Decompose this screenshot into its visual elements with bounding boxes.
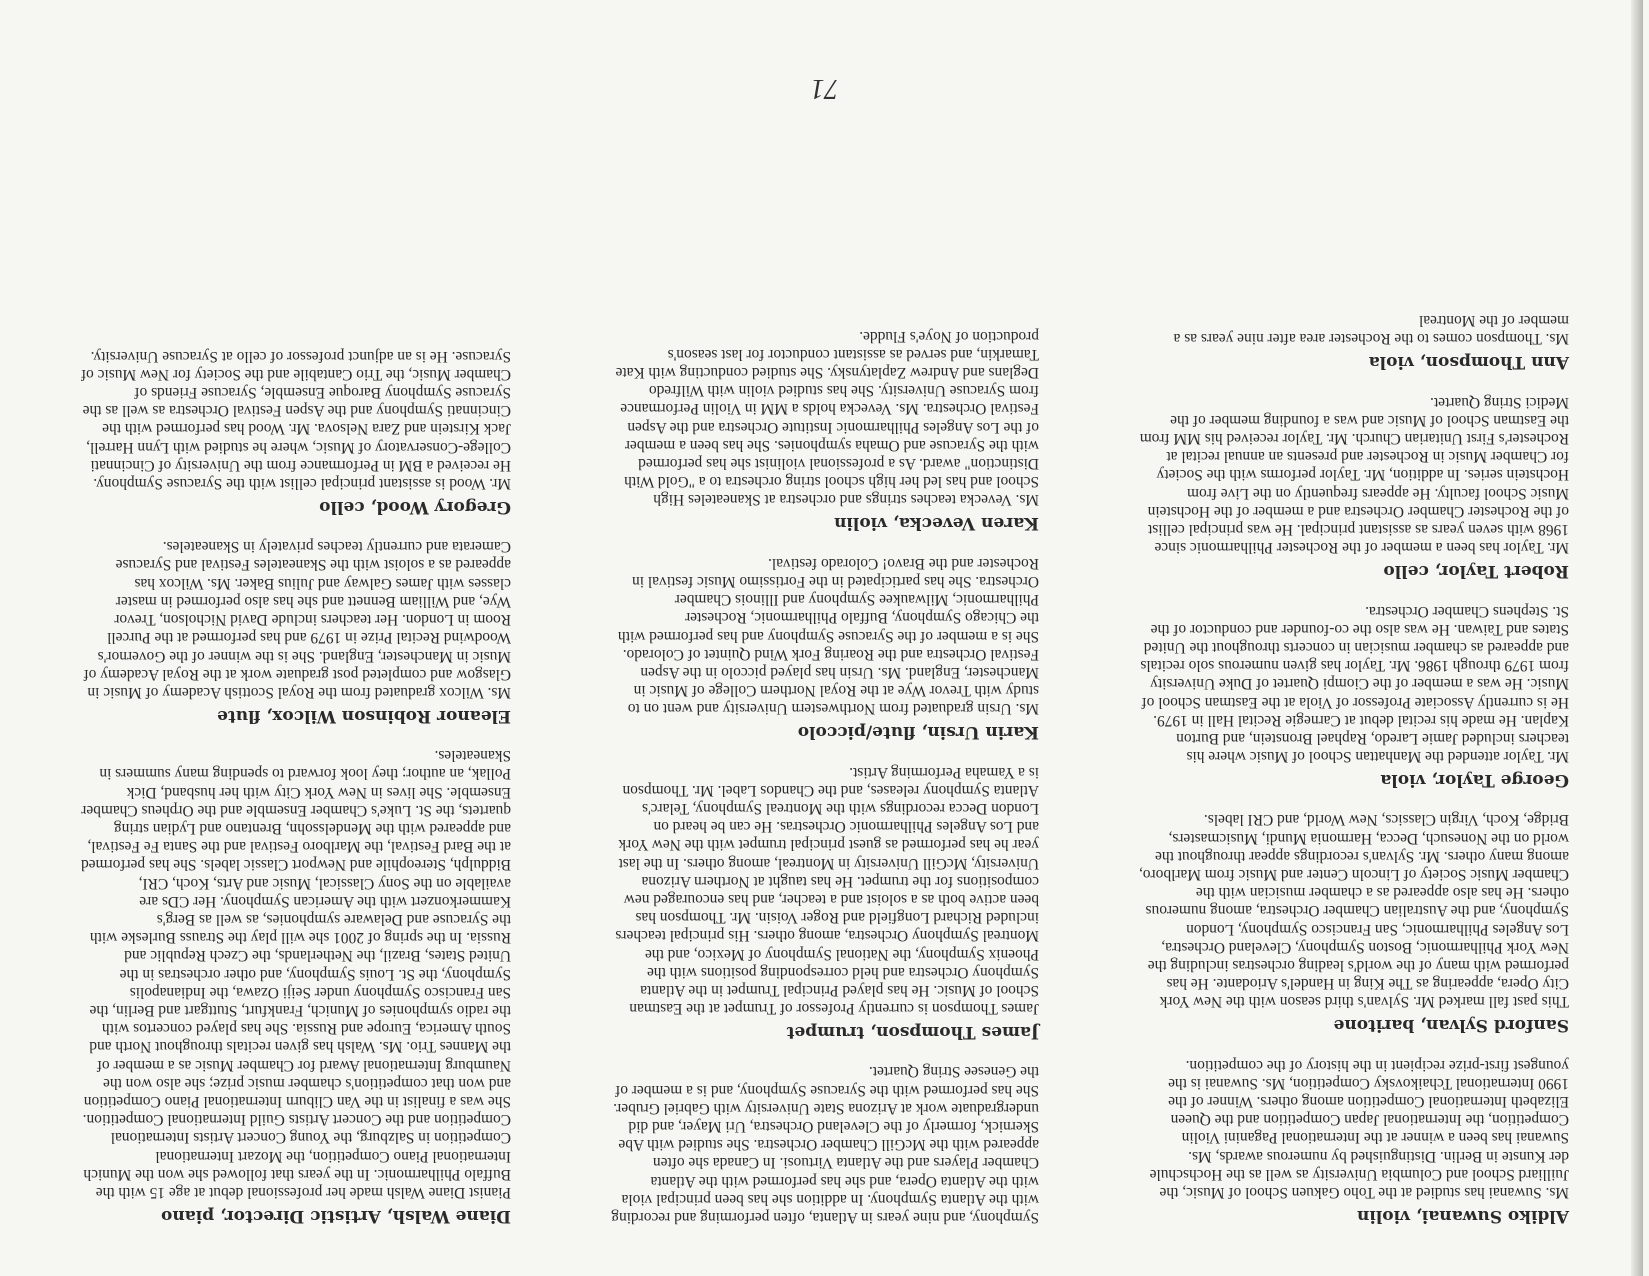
performer-name: Karin Ursin, flute/piccolo [797,722,1039,743]
performer-bio: Ms. Vevecka teaches strings and orchestra at Skaneateles High School and has led her high school string orchestra to a "Gold With Distinction" award. As a professional violinist she has performed with the Syracuse and Omaha symphonies. She has been a member of the Los Angeles Philharmonic Institute Orchestra and the Aspen Festival Orchestra. Ms. Vevecka holds a MM in Violin Performance from Syracuse University. She has studied violin with Wilfredo Deglans and Andrew Zaplatynsky. She studied conducting with Kate Tamarkin, and served as assistant conductor for last season's production of Noye's Fludde. [615,327,1039,509]
bio-entry [81,746,511,1226]
performer-name: Diane Walsh, Artistic Director, piano [161,1206,511,1226]
performer-name: James Thompson, trumpet [786,1022,1039,1043]
bio-entry-continued [609,1062,1039,1226]
performer-bio: James Thompson is currently Professor of Trumpet at the Eastman School of Music. He has played Principal Trumpet in the Atlanta Symphony Orchestra and held corresponding positions with the Phoenix Symphony, the National Symphony of Mexico, and the Montreal Symphony Orchestra, among others. His principal teachers included Richard Longfield and Roger Voisin. Mr. Thompson has been active both as a soloist and a teacher, and has encouraged new compositions for the trumpet. He has taught at Northern Arizona University, McGill University in Montreal, among others. In the last year he has performed as guest principal trumpet with the New York and Los Angeles Philharmonic Orchestras. He can be heard on London Decca recordings with the Montreal Symphony, Telarc's Atlanta Symphony releases, and the Chandos Label. Mr. Thompson is a Yamaha Performing Artist. [615,763,1039,1018]
column-2 [609,306,1039,1226]
bio-entry [609,762,1039,1042]
performer-bio: This past fall marked Mr. Sylvan's third season with the New York City Opera, appearing as The King in Handel's Ariodante. He has performed with many of the world's leading orchestras including the New York Philharmonic, Boston Symphony, Cleveland Orchestra, Los Angeles Philharmonic, San Francisco Symphony, London Symphony, and the Australian Chamber Orchestra, among numerous others. He has also appeared as a chamber musician with the Chamber Music Society of Lincoln Center and Music from Marlboro, among many others. Mr. Sylvan's recordings appear throughout the world on the Nonesuch, Decca, Harmonia Mundi, Musicmasters, Bridge, Koch, Virgin Classics, New World, and CRI labels. [1139,811,1569,1011]
performer-name: Aldiko Suwanai, violin [1357,1206,1569,1226]
performer-bio: Ms. Thompson comes to the Rochester area after nine years as a member of the Montreal [1173,312,1569,348]
performer-name: Eleanor Robinson Wilcox, flute [217,705,511,726]
column-3 [81,326,511,1226]
binding-edge [1631,0,1643,1276]
performer-name: George Taylor, viola [1380,770,1569,791]
performer-name: Robert Taylor, cello [1383,561,1569,582]
performer-name: Gregory Wood, cello [319,497,511,518]
bio-entry [81,346,511,517]
bio-entry [1139,601,1569,790]
performer-bio: Symphony, and nine years in Atlanta, often performing and recording with the Atlanta Symphony. In addition she has been principal viola with the Atlanta Opera, and she has performed with the Atlanta Chamber Players and the Atlanta Virtuosi. In Canada she often appeared with the McGill Chamber Orchestra. She studied with Abe Skernick, formerly of the Cleveland Orchestra, Uri Mayer, and did undergraduate work at Arizona State University with Gabriel Gruber. She has performed with the Syracuse Symphony, and is a member of the Genesee String Quartet. [611,1063,1039,1226]
bio-entry [609,554,1039,743]
performer-bio: Ms. Wilcox graduated from the Royal Scottish Academy of Music in Glasgow and completed post graduate work at the Royal Academy of Music in Manchester, England. She is the winner of the Governor's Woodwind Recital Prize in 1979 and has performed at the Purcell Room in London. Her teachers include David Nicholson, Trevor Wye, and William Bennett and she has also performed in master classes with James Galway and Julius Baker. Ms. Wilcox has appeared as a soloist with the Skaneateles Festival and Syracuse Camerata and currently teaches privately in Skaneateles. [83,538,511,701]
performer-bio: Mr. Wood is assistant principal cellist with the Syracuse Symphony. He received a BM in Performance from the University of Cincinnati College-Conservatory of Music, where he studied with Lynn Harrell, Jack Kirstein and Zara Nelsova. Mr. Wood has performed with the Cincinnati Symphony and the Aspen Festival Orchestra as well as the Syracuse Symphony Baroque Ensemble, Syracuse Friends of Chamber Music, the Trio Cantabile and the Society for New Music of Syracuse. He is an adjunct professor of cello at Syracuse University. [80,347,511,493]
performer-name: Sanford Sylvan, baritone [1333,1015,1569,1036]
bio-entry [1139,311,1569,372]
bio-entry [1139,392,1569,581]
performer-name: Karen Vevecka, violin [834,513,1039,534]
bio-entry [1139,810,1569,1035]
page-number: 71 [810,73,839,104]
performer-bio: Ms. Ursin graduated from Northwestern University and went on to study with Trevor Wye at the Royal Northern College of Music in Manchester, England. Ms. Ursin has played piccolo in the Aspen Festival Orchestra and the Roaring Fork Wind Quintet of Colorado. She is a member of the Syracuse Symphony and has performed with the Chicago Symphony, Buffalo Philharmonic, Rochester Philharmonic, Milwaukee Symphony and Illinois Chamber Orchestra. She has participated in the Fortissimo Music festival in Rochester and the Bravo! Colorado festival. [617,554,1039,718]
performer-bio: Pianist Diane Walsh made her professional debut at age 15 with the Buffalo Philharmonic. In the years that followed she won the Munich International Piano Competition, the Mozart International Competition in Salzburg, the Young Concert Artists International Competition and the Concert Artists Guild International Competition. She was a finalist in the Van Cliburn International Piano Competition and won that competition's chamber music prize; she also won the Naumburg International Award for Chamber Music as a member of the Mannes Trio. Ms. Walsh has given recitals throughout North and South America, Europe and Russia. She has played concertos with the radio symphonies of Munich, Frankfurt, Stuttgart and Berlin, the San Francisco Symphony under Seiji Ozawa, the Indianapolis Symphony, the St. Louis Symphony, and other orchestras in the United States, Brazil, the Netherlands, the Czech Republic and Russia. In the spring of 2001 she will play the Strauss Burleske with the Syracuse and Delaware symphonies, as well as Berg's Kammerkonzert with the American Symphony. Her CDs are available on the Sony Classical, Music and Arts, Koch, CRI, Biddulph, Stereophile and Newport Classic labels. She has performed at the Bard Festival, the Marlboro Festival and the Santa Fe Festival, and appeared with the Mendelssohn, Brentano and Lydian string quartets, the St. Luke's Chamber Ensemble and the Orpheus Chamber Ensemble. She lives in New York City with her husband, Dick Pollak, an author; they look forward to spending many summers in Skaneateles. [81,747,511,1201]
performer-bio: Ms. Suwanai has studied at the Toho Gakuen School of Music, the Juilliard School and Columbia University as well as the Hochschule der Kunste in Berlin. Distinguished by numerous awards, Ms. Suwanai has been a winner at the International Paganini Violin Competition, the International Japan Competition and the Queen Elizabeth International Competition among others. Winner of the 1990 International Tchaikovsky Competition, Ms. Suwanai is the youngest first-prize recipient in the history of the competition. [1149,1056,1569,1201]
performer-bio: Mr. Taylor has been a member of the Rochester Philharmonic since 1968 with seven years as assistant principal. He was principal cellist of the Rochester Chamber Orchestra and a member of the Hochstein Music School faculty. He appears frequently on the Live from Hochstein series. In addition, Mr. Taylor performs with the Society for Chamber Music in Rochester and presents an annual recital at Rochester's First Unitarian Church. Mr. Taylor received his MM from the Eastman School of Music and was a founding member of the Medici String Quartet. [1139,393,1569,557]
bio-entry [609,326,1039,533]
bio-entry [81,537,511,726]
bio-entry [1139,1055,1569,1226]
performer-name: Ann Thompson, viola [1368,352,1569,373]
performer-bio: Mr. Taylor attended the Manhattan School of Music where his teachers included Jamie Laredo, Raphael Bronstein, and Burton Kaplan. He made his recital debut at Carnegie Recital Hall in 1979. He is currently Associate Professor of Viola at the Eastman School of Music. He was a member of the Ciompi Quartet of Duke University from 1979 through 1986. Mr. Taylor has given numerous solo recitals and appeared as chamber musician in concerts throughout the United States and Taiwan. He was also the co-founder and conductor of the St. Stephens Chamber Orchestra. [1140,602,1569,766]
column-1 [1139,291,1569,1226]
